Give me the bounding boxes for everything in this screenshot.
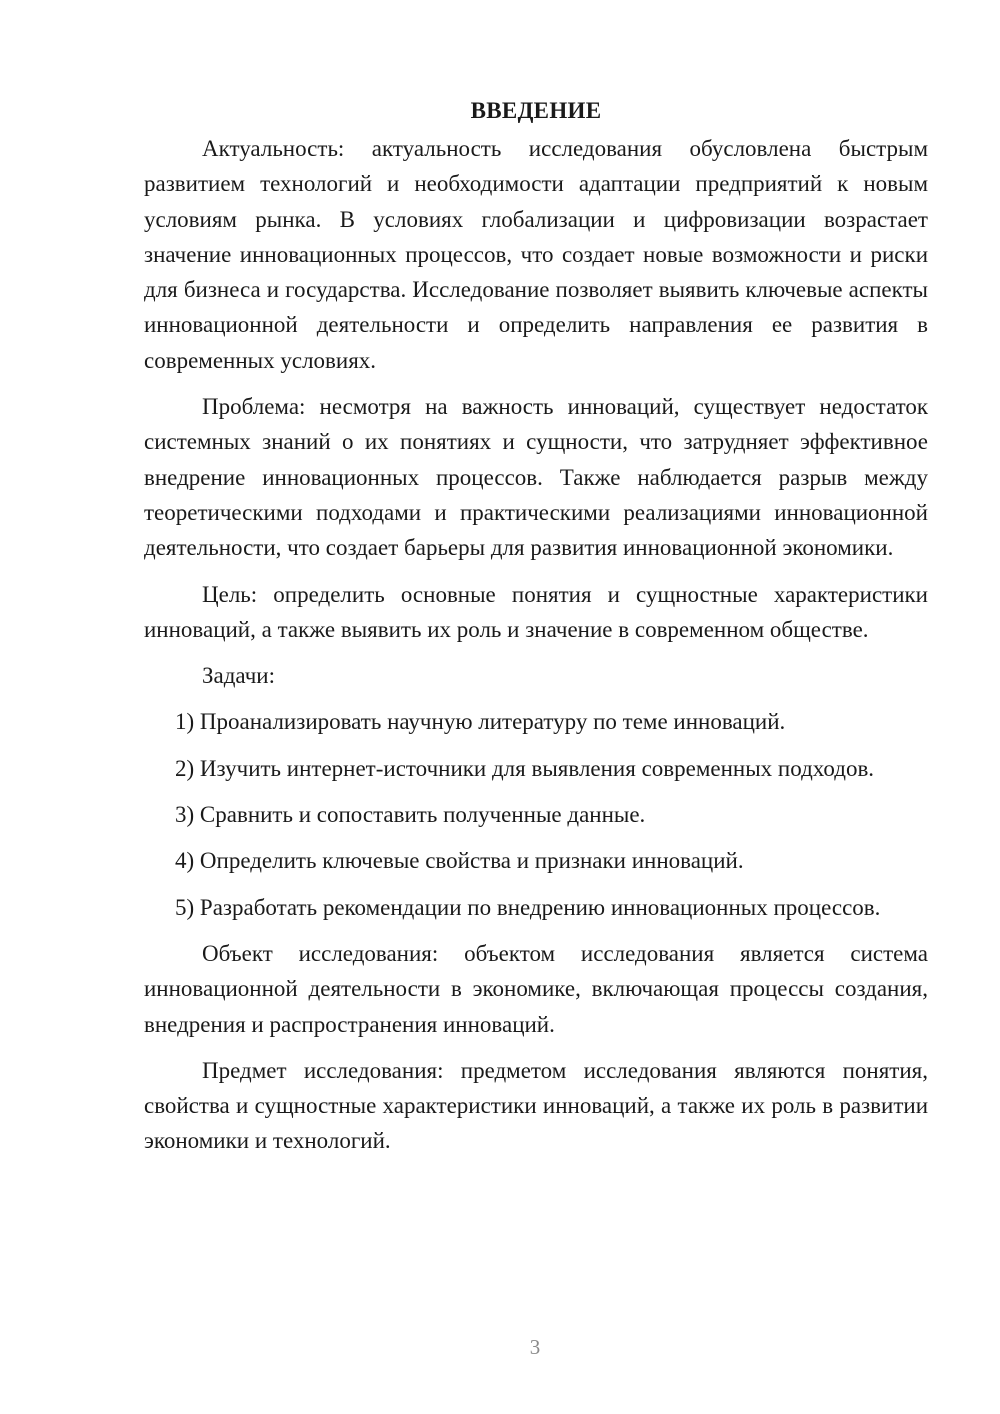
tasks-title: Задачи: (202, 663, 275, 689)
subject-paragraph: Предмет исследования: предметом исследования являются понятия, свойства и сущностные характеристики инноваций, а также их роль в развитии экономики и технологий. (144, 1057, 928, 1154)
page-number: 3 (529, 1335, 541, 1359)
problem-paragraph: Проблема: несмотря на важность инноваций, существует недостаток системных знаний о их понятиях и сущности, что затрудняет эффективное внедрение инновационных процессов. Также наблюдается разрыв между теоретическими подходами и практическими реализациями инновационной деятельности, что создает барьеры для развития инновационной экономики. (144, 394, 928, 561)
task-item-4: 4) Определить ключевые свойства и признаки инноваций. (175, 848, 744, 874)
task-item-1: 1) Проанализировать научную литературу по теме инноваций. (175, 709, 786, 735)
task-item-2: 2) Изучить интернет-источники для выявления современных подходов. (175, 755, 875, 781)
goal-paragraph: Цель: определить основные понятия и сущностные характеристики инноваций, а также выявить их роль и значение в современном обществе. (144, 581, 928, 642)
object-paragraph: Объект исследования: объектом исследования является система инновационной деятельности в экономике, включающая процессы создания, внедрения и распространения инноваций. (144, 940, 928, 1037)
document-page (144, 96, 928, 1170)
task-item-5: 5) Разработать рекомендации по внедрению инновационных процессов. (175, 894, 881, 920)
relevance-paragraph: Актуальность: актуальность исследования обусловлена быстрым развитием технологий и необходимости адаптации предприятий к новым условиям рынка. В условиях глобализации и цифровизации возрастает значение инновационных процессов, что создает новые возможности и риски для бизнеса и государства. Исследование позволяет выявить ключевые аспекты инновационной деятельности и определить направления ее развития в современных условиях. (144, 136, 928, 373)
section-heading: ВВЕДЕНИЕ (470, 98, 602, 123)
task-item-3: 3) Сравнить и сопоставить полученные данные. (175, 802, 646, 828)
